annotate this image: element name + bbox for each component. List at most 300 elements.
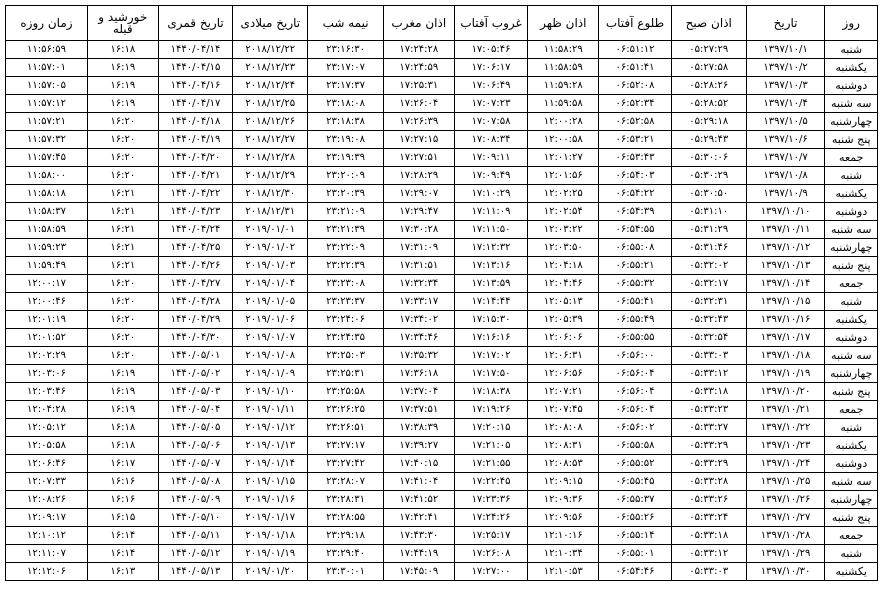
- cell-sunrise: ۰۶:۵۵:۳۲: [599, 275, 672, 293]
- cell-fasting-time: ۱۱:۵۸:۰۰: [6, 167, 88, 185]
- cell-fasting-time: ۱۲:۰۱:۱۹: [6, 311, 88, 329]
- cell-midnight: ۲۳:۲۲:۰۹: [308, 239, 384, 257]
- table-row: [6, 563, 878, 581]
- cell-maghrib: ۱۷:۴۱:۵۲: [383, 491, 454, 509]
- cell-hijri-date: ۱۴۴۰/۰۴/۳۰: [158, 329, 233, 347]
- cell-sunset: ۱۷:۰۶:۴۹: [454, 77, 528, 95]
- table-row: [6, 77, 878, 95]
- cell-sunset: ۱۷:۱۸:۳۸: [454, 383, 528, 401]
- cell-gregorian-date: ۲۰۱۹/۰۱/۰۹: [233, 365, 308, 383]
- cell-fasting-time: ۱۱:۵۸:۱۸: [6, 185, 88, 203]
- cell-sun-qibla: ۱۶:۱۴: [87, 527, 158, 545]
- cell-maghrib: ۱۷:۲۸:۲۹: [383, 167, 454, 185]
- cell-midnight: ۲۳:۲۳:۰۸: [308, 275, 384, 293]
- cell-midnight: ۲۳:۱۸:۳۸: [308, 113, 384, 131]
- cell-hijri-date: ۱۴۴۰/۰۴/۱۹: [158, 131, 233, 149]
- cell-gregorian-date: ۲۰۱۹/۰۱/۰۴: [233, 275, 308, 293]
- cell-fasting-time: ۱۲:۰۵:۵۸: [6, 437, 88, 455]
- cell-midnight: ۲۳:۲۴:۳۵: [308, 329, 384, 347]
- cell-midnight: ۲۳:۲۵:۳۱: [308, 365, 384, 383]
- cell-maghrib: ۱۷:۳۲:۳۴: [383, 275, 454, 293]
- cell-fasting-time: ۱۱:۵۸:۳۷: [6, 203, 88, 221]
- cell-gregorian-date: ۲۰۱۹/۰۱/۰۶: [233, 311, 308, 329]
- cell-fasting-time: ۱۲:۱۰:۱۲: [6, 527, 88, 545]
- cell-hijri-date: ۱۴۴۰/۰۵/۱۳: [158, 563, 233, 581]
- cell-sunset: ۱۷:۱۵:۳۰: [454, 311, 528, 329]
- cell-maghrib: ۱۷:۳۱:۰۹: [383, 239, 454, 257]
- cell-midnight: ۲۳:۱۹:۳۹: [308, 149, 384, 167]
- cell-sun-qibla: ۱۶:۱۹: [87, 77, 158, 95]
- cell-sunset: ۱۷:۱۴:۴۴: [454, 293, 528, 311]
- cell-fasting-time: ۱۲:۰۰:۴۶: [6, 293, 88, 311]
- cell-date: ۱۳۹۷/۱۰/۱۵: [746, 293, 825, 311]
- cell-hijri-date: ۱۴۴۰/۰۵/۰۶: [158, 437, 233, 455]
- cell-dhuhr: ۱۲:۰۶:۳۱: [528, 347, 599, 365]
- cell-dhuhr: ۱۱:۵۸:۲۹: [528, 41, 599, 59]
- cell-midnight: ۲۳:۱۷:۳۷: [308, 77, 384, 95]
- cell-maghrib: ۱۷:۴۵:۰۹: [383, 563, 454, 581]
- cell-fajr: ۰۵:۳۳:۲۸: [671, 473, 746, 491]
- cell-sun-qibla: ۱۶:۲۰: [87, 347, 158, 365]
- cell-dhuhr: ۱۲:۰۲:۲۵: [528, 185, 599, 203]
- cell-gregorian-date: ۲۰۱۹/۰۱/۰۲: [233, 239, 308, 257]
- cell-date: ۱۳۹۷/۱۰/۲۷: [746, 509, 825, 527]
- cell-fasting-time: ۱۱:۵۹:۲۳: [6, 239, 88, 257]
- cell-maghrib: ۱۷:۳۵:۳۲: [383, 347, 454, 365]
- cell-fasting-time: ۱۱:۵۶:۵۹: [6, 41, 88, 59]
- cell-dhuhr: ۱۲:۰۳:۵۰: [528, 239, 599, 257]
- cell-maghrib: ۱۷:۳۰:۲۸: [383, 221, 454, 239]
- cell-dhuhr: ۱۲:۰۸:۰۸: [528, 419, 599, 437]
- cell-hijri-date: ۱۴۴۰/۰۵/۰۷: [158, 455, 233, 473]
- cell-dhuhr: ۱۲:۱۰:۵۳: [528, 563, 599, 581]
- cell-fasting-time: ۱۲:۰۴:۲۸: [6, 401, 88, 419]
- cell-dhuhr: ۱۲:۰۹:۱۵: [528, 473, 599, 491]
- cell-maghrib: ۱۷:۳۱:۵۱: [383, 257, 454, 275]
- cell-fasting-time: ۱۱:۵۷:۳۲: [6, 131, 88, 149]
- table-row: [6, 113, 878, 131]
- cell-dhuhr: ۱۲:۰۸:۳۱: [528, 437, 599, 455]
- cell-date: ۱۳۹۷/۱۰/۱۷: [746, 329, 825, 347]
- cell-sunset: ۱۷:۲۱:۰۵: [454, 437, 528, 455]
- cell-fajr: ۰۵:۳۳:۲۶: [671, 491, 746, 509]
- cell-day: دوشنبه: [825, 203, 878, 221]
- cell-midnight: ۲۳:۲۱:۳۹: [308, 221, 384, 239]
- cell-maghrib: ۱۷:۳۴:۰۲: [383, 311, 454, 329]
- cell-day: جمعه: [825, 401, 878, 419]
- cell-fajr: ۰۵:۳۳:۱۸: [671, 383, 746, 401]
- cell-maghrib: ۱۷:۴۳:۳۰: [383, 527, 454, 545]
- table-row: [6, 167, 878, 185]
- cell-date: ۱۳۹۷/۱۰/۱۱: [746, 221, 825, 239]
- cell-hijri-date: ۱۴۴۰/۰۴/۱۷: [158, 95, 233, 113]
- cell-sunset: ۱۷:۰۶:۱۷: [454, 59, 528, 77]
- cell-sunset: ۱۷:۱۰:۲۹: [454, 185, 528, 203]
- cell-day: شنبه: [825, 167, 878, 185]
- cell-gregorian-date: ۲۰۱۹/۰۱/۱۰: [233, 383, 308, 401]
- cell-hijri-date: ۱۴۴۰/۰۵/۰۲: [158, 365, 233, 383]
- cell-sun-qibla: ۱۶:۱۹: [87, 365, 158, 383]
- cell-maghrib: ۱۷:۲۶:۳۹: [383, 113, 454, 131]
- table-row: [6, 365, 878, 383]
- cell-date: ۱۳۹۷/۱۰/۲۰: [746, 383, 825, 401]
- cell-dhuhr: ۱۱:۵۹:۵۸: [528, 95, 599, 113]
- cell-maghrib: ۱۷:۲۹:۰۷: [383, 185, 454, 203]
- cell-sunset: ۱۷:۱۳:۱۶: [454, 257, 528, 275]
- cell-fajr: ۰۵:۳۱:۱۰: [671, 203, 746, 221]
- cell-fasting-time: ۱۲:۰۳:۴۶: [6, 383, 88, 401]
- cell-midnight: ۲۳:۲۰:۰۹: [308, 167, 384, 185]
- cell-fajr: ۰۵:۳۳:۲۷: [671, 419, 746, 437]
- cell-hijri-date: ۱۴۴۰/۰۵/۱۰: [158, 509, 233, 527]
- cell-fajr: ۰۵:۲۷:۵۸: [671, 59, 746, 77]
- cell-hijri-date: ۱۴۴۰/۰۵/۰۳: [158, 383, 233, 401]
- header-sun-qibla: خورشید و قبله: [87, 6, 158, 41]
- cell-hijri-date: ۱۴۴۰/۰۴/۲۱: [158, 167, 233, 185]
- table-row: [6, 437, 878, 455]
- cell-date: ۱۳۹۷/۱۰/۲۳: [746, 437, 825, 455]
- cell-sun-qibla: ۱۶:۲۱: [87, 257, 158, 275]
- header-midnight: نیمه شب: [308, 6, 384, 41]
- cell-maghrib: ۱۷:۳۳:۱۷: [383, 293, 454, 311]
- cell-sun-qibla: ۱۶:۲۱: [87, 239, 158, 257]
- cell-sunset: ۱۷:۰۸:۳۴: [454, 131, 528, 149]
- cell-fajr: ۰۵:۳۳:۲۳: [671, 401, 746, 419]
- cell-dhuhr: ۱۲:۰۰:۵۸: [528, 131, 599, 149]
- cell-fasting-time: ۱۲:۱۲:۰۶: [6, 563, 88, 581]
- cell-date: ۱۳۹۷/۱۰/۷: [746, 149, 825, 167]
- cell-date: ۱۳۹۷/۱۰/۲۸: [746, 527, 825, 545]
- cell-gregorian-date: ۲۰۱۹/۰۱/۲۰: [233, 563, 308, 581]
- cell-fajr: ۰۵:۳۰:۲۹: [671, 167, 746, 185]
- cell-midnight: ۲۳:۲۷:۴۲: [308, 455, 384, 473]
- cell-sun-qibla: ۱۶:۲۰: [87, 311, 158, 329]
- cell-midnight: ۲۳:۳۰:۰۱: [308, 563, 384, 581]
- cell-hijri-date: ۱۴۴۰/۰۴/۲۹: [158, 311, 233, 329]
- cell-sun-qibla: ۱۶:۲۰: [87, 167, 158, 185]
- cell-maghrib: ۱۷:۲۴:۵۹: [383, 59, 454, 77]
- cell-dhuhr: ۱۲:۰۹:۳۶: [528, 491, 599, 509]
- cell-midnight: ۲۳:۲۳:۳۷: [308, 293, 384, 311]
- cell-day: پنج شنبه: [825, 257, 878, 275]
- header-dhuhr: اذان ظهر: [528, 6, 599, 41]
- cell-day: سه شنبه: [825, 473, 878, 491]
- header-date: تاریخ: [746, 6, 825, 41]
- cell-sunrise: ۰۶:۵۶:۰۴: [599, 365, 672, 383]
- table-row: [6, 347, 878, 365]
- header-day: روز: [825, 6, 878, 41]
- header-sunset: غروب آفتاب: [454, 6, 528, 41]
- cell-sun-qibla: ۱۶:۱۳: [87, 563, 158, 581]
- cell-gregorian-date: ۲۰۱۹/۰۱/۱۳: [233, 437, 308, 455]
- cell-gregorian-date: ۲۰۱۹/۰۱/۱۶: [233, 491, 308, 509]
- cell-gregorian-date: ۲۰۱۹/۰۱/۱۲: [233, 419, 308, 437]
- cell-midnight: ۲۳:۲۵:۰۳: [308, 347, 384, 365]
- cell-midnight: ۲۳:۲۶:۵۱: [308, 419, 384, 437]
- cell-midnight: ۲۳:۲۹:۱۸: [308, 527, 384, 545]
- cell-hijri-date: ۱۴۴۰/۰۵/۰۱: [158, 347, 233, 365]
- cell-fajr: ۰۵:۲۸:۲۶: [671, 77, 746, 95]
- cell-dhuhr: ۱۲:۰۰:۲۸: [528, 113, 599, 131]
- cell-sunset: ۱۷:۲۳:۳۶: [454, 491, 528, 509]
- cell-midnight: ۲۳:۱۹:۰۸: [308, 131, 384, 149]
- cell-fasting-time: ۱۱:۵۷:۰۵: [6, 77, 88, 95]
- cell-sunrise: ۰۶:۵۵:۱۴: [599, 527, 672, 545]
- cell-sun-qibla: ۱۶:۲۰: [87, 329, 158, 347]
- cell-date: ۱۳۹۷/۱۰/۲۱: [746, 401, 825, 419]
- cell-maghrib: ۱۷:۳۸:۳۹: [383, 419, 454, 437]
- cell-fajr: ۰۵:۳۳:۲۹: [671, 437, 746, 455]
- cell-date: ۱۳۹۷/۱۰/۶: [746, 131, 825, 149]
- cell-midnight: ۲۳:۲۸:۳۱: [308, 491, 384, 509]
- cell-maghrib: ۱۷:۲۷:۱۵: [383, 131, 454, 149]
- cell-sunset: ۱۷:۱۱:۰۹: [454, 203, 528, 221]
- cell-sunset: ۱۷:۲۶:۰۸: [454, 545, 528, 563]
- table-row: [6, 329, 878, 347]
- cell-gregorian-date: ۲۰۱۸/۱۲/۳۰: [233, 185, 308, 203]
- cell-midnight: ۲۳:۲۹:۴۰: [308, 545, 384, 563]
- cell-fajr: ۰۵:۲۹:۴۳: [671, 131, 746, 149]
- cell-sun-qibla: ۱۶:۱۶: [87, 473, 158, 491]
- table-row: [6, 311, 878, 329]
- cell-maghrib: ۱۷:۲۵:۳۱: [383, 77, 454, 95]
- cell-day: سه شنبه: [825, 95, 878, 113]
- cell-fajr: ۰۵:۳۱:۲۹: [671, 221, 746, 239]
- table-row: [6, 401, 878, 419]
- cell-sunrise: ۰۶:۵۴:۰۳: [599, 167, 672, 185]
- cell-fajr: ۰۵:۳۲:۵۴: [671, 329, 746, 347]
- cell-gregorian-date: ۲۰۱۹/۰۱/۱۴: [233, 455, 308, 473]
- cell-sun-qibla: ۱۶:۲۰: [87, 131, 158, 149]
- cell-fajr: ۰۵:۳۲:۳۱: [671, 293, 746, 311]
- cell-day: پنج شنبه: [825, 383, 878, 401]
- cell-sunset: ۱۷:۱۲:۳۲: [454, 239, 528, 257]
- table-row: [6, 293, 878, 311]
- table-row: [6, 95, 878, 113]
- cell-date: ۱۳۹۷/۱۰/۱۹: [746, 365, 825, 383]
- cell-fasting-time: ۱۲:۱۱:۰۷: [6, 545, 88, 563]
- cell-dhuhr: ۱۲:۰۷:۴۵: [528, 401, 599, 419]
- cell-day: دوشنبه: [825, 329, 878, 347]
- cell-gregorian-date: ۲۰۱۸/۱۲/۳۱: [233, 203, 308, 221]
- cell-date: ۱۳۹۷/۱۰/۳۰: [746, 563, 825, 581]
- cell-day: چهارشنبه: [825, 239, 878, 257]
- cell-sunrise: ۰۶:۵۵:۲۱: [599, 257, 672, 275]
- cell-sunrise: ۰۶:۵۵:۴۹: [599, 311, 672, 329]
- header-hijri-date: تاریخ قمری: [158, 6, 233, 41]
- cell-gregorian-date: ۲۰۱۸/۱۲/۲۲: [233, 41, 308, 59]
- cell-dhuhr: ۱۲:۱۰:۳۴: [528, 545, 599, 563]
- cell-sun-qibla: ۱۶:۱۵: [87, 509, 158, 527]
- cell-day: شنبه: [825, 545, 878, 563]
- cell-sunrise: ۰۶:۵۵:۴۱: [599, 293, 672, 311]
- cell-maghrib: ۱۷:۲۹:۴۷: [383, 203, 454, 221]
- cell-gregorian-date: ۲۰۱۹/۰۱/۱۹: [233, 545, 308, 563]
- cell-gregorian-date: ۲۰۱۸/۱۲/۲۳: [233, 59, 308, 77]
- cell-sunrise: ۰۶:۵۵:۵۵: [599, 329, 672, 347]
- cell-sun-qibla: ۱۶:۱۹: [87, 95, 158, 113]
- cell-date: ۱۳۹۷/۱۰/۱: [746, 41, 825, 59]
- cell-date: ۱۳۹۷/۱۰/۳: [746, 77, 825, 95]
- cell-gregorian-date: ۲۰۱۸/۱۲/۲۷: [233, 131, 308, 149]
- cell-date: ۱۳۹۷/۱۰/۲۲: [746, 419, 825, 437]
- cell-sunrise: ۰۶:۵۳:۴۳: [599, 149, 672, 167]
- header-fasting-time: زمان روزه: [6, 6, 88, 41]
- cell-fajr: ۰۵:۳۳:۰۳: [671, 563, 746, 581]
- cell-hijri-date: ۱۴۴۰/۰۵/۱۱: [158, 527, 233, 545]
- cell-fasting-time: ۱۲:۰۵:۱۲: [6, 419, 88, 437]
- header-gregorian-date: تاریخ میلادی: [233, 6, 308, 41]
- cell-dhuhr: ۱۲:۰۵:۱۳: [528, 293, 599, 311]
- cell-sunrise: ۰۶:۵۶:۰۲: [599, 419, 672, 437]
- cell-date: ۱۳۹۷/۱۰/۹: [746, 185, 825, 203]
- cell-date: ۱۳۹۷/۱۰/۱۲: [746, 239, 825, 257]
- cell-day: پنج شنبه: [825, 131, 878, 149]
- cell-midnight: ۲۳:۱۸:۰۸: [308, 95, 384, 113]
- cell-day: دوشنبه: [825, 455, 878, 473]
- cell-sunrise: ۰۶:۵۴:۲۲: [599, 185, 672, 203]
- cell-sun-qibla: ۱۶:۲۰: [87, 275, 158, 293]
- cell-maghrib: ۱۷:۳۴:۴۶: [383, 329, 454, 347]
- cell-hijri-date: ۱۴۴۰/۰۴/۲۴: [158, 221, 233, 239]
- cell-sun-qibla: ۱۶:۱۷: [87, 455, 158, 473]
- cell-dhuhr: ۱۲:۰۳:۲۲: [528, 221, 599, 239]
- cell-maghrib: ۱۷:۳۶:۱۸: [383, 365, 454, 383]
- cell-midnight: ۲۳:۲۵:۵۸: [308, 383, 384, 401]
- cell-fasting-time: ۱۲:۰۸:۲۶: [6, 491, 88, 509]
- cell-gregorian-date: ۲۰۱۸/۱۲/۲۶: [233, 113, 308, 131]
- cell-sun-qibla: ۱۶:۲۱: [87, 185, 158, 203]
- cell-sunrise: ۰۶:۵۵:۰۱: [599, 545, 672, 563]
- cell-date: ۱۳۹۷/۱۰/۲۶: [746, 491, 825, 509]
- cell-day: جمعه: [825, 149, 878, 167]
- cell-sunrise: ۰۶:۵۱:۱۲: [599, 41, 672, 59]
- cell-hijri-date: ۱۴۴۰/۰۴/۲۰: [158, 149, 233, 167]
- cell-fasting-time: ۱۱:۵۹:۴۹: [6, 257, 88, 275]
- cell-date: ۱۳۹۷/۱۰/۱۸: [746, 347, 825, 365]
- table-row: [6, 257, 878, 275]
- cell-midnight: ۲۳:۲۲:۳۹: [308, 257, 384, 275]
- cell-sunset: ۱۷:۲۱:۵۵: [454, 455, 528, 473]
- cell-midnight: ۲۳:۲۶:۲۵: [308, 401, 384, 419]
- table-row: [6, 473, 878, 491]
- cell-fasting-time: ۱۱:۵۷:۱۲: [6, 95, 88, 113]
- cell-sunrise: ۰۶:۵۵:۵۲: [599, 455, 672, 473]
- table-body: [6, 41, 878, 581]
- cell-dhuhr: ۱۲:۰۱:۲۷: [528, 149, 599, 167]
- cell-hijri-date: ۱۴۴۰/۰۴/۲۶: [158, 257, 233, 275]
- cell-day: چهارشنبه: [825, 113, 878, 131]
- cell-midnight: ۲۳:۲۱:۰۹: [308, 203, 384, 221]
- cell-gregorian-date: ۲۰۱۹/۰۱/۱۷: [233, 509, 308, 527]
- cell-date: ۱۳۹۷/۱۰/۲۵: [746, 473, 825, 491]
- table-row: [6, 131, 878, 149]
- header-fajr: اذان صبح: [671, 6, 746, 41]
- cell-hijri-date: ۱۴۴۰/۰۴/۱۵: [158, 59, 233, 77]
- cell-date: ۱۳۹۷/۱۰/۵: [746, 113, 825, 131]
- cell-sun-qibla: ۱۶:۲۰: [87, 149, 158, 167]
- cell-gregorian-date: ۲۰۱۹/۰۱/۰۳: [233, 257, 308, 275]
- cell-hijri-date: ۱۴۴۰/۰۴/۱۸: [158, 113, 233, 131]
- cell-fasting-time: ۱۱:۵۷:۲۱: [6, 113, 88, 131]
- cell-maghrib: ۱۷:۴۲:۴۱: [383, 509, 454, 527]
- cell-gregorian-date: ۲۰۱۹/۰۱/۱۱: [233, 401, 308, 419]
- cell-fasting-time: ۱۱:۵۷:۰۱: [6, 59, 88, 77]
- cell-sun-qibla: ۱۶:۱۶: [87, 491, 158, 509]
- cell-gregorian-date: ۲۰۱۹/۰۱/۱۵: [233, 473, 308, 491]
- header-maghrib: اذان مغرب: [383, 6, 454, 41]
- cell-fasting-time: ۱۱:۵۷:۴۵: [6, 149, 88, 167]
- table-row: [6, 41, 878, 59]
- cell-midnight: ۲۳:۱۶:۳۰: [308, 41, 384, 59]
- table-row: [6, 149, 878, 167]
- cell-fasting-time: ۱۲:۰۲:۲۹: [6, 347, 88, 365]
- cell-sunset: ۱۷:۰۵:۴۶: [454, 41, 528, 59]
- cell-fajr: ۰۵:۳۳:۱۸: [671, 527, 746, 545]
- cell-fajr: ۰۵:۲۷:۲۹: [671, 41, 746, 59]
- cell-sunset: ۱۷:۱۱:۵۰: [454, 221, 528, 239]
- cell-sunset: ۱۷:۰۷:۵۸: [454, 113, 528, 131]
- cell-sunset: ۱۷:۱۷:۵۰: [454, 365, 528, 383]
- cell-sun-qibla: ۱۶:۲۰: [87, 113, 158, 131]
- cell-fajr: ۰۵:۳۰:۰۶: [671, 149, 746, 167]
- cell-day: سه شنبه: [825, 347, 878, 365]
- cell-sunset: ۱۷:۲۵:۱۷: [454, 527, 528, 545]
- cell-dhuhr: ۱۲:۰۷:۲۱: [528, 383, 599, 401]
- cell-sunrise: ۰۶:۵۵:۰۸: [599, 239, 672, 257]
- cell-fasting-time: ۱۲:۰۳:۰۶: [6, 365, 88, 383]
- cell-date: ۱۳۹۷/۱۰/۴: [746, 95, 825, 113]
- cell-sunrise: ۰۶:۵۶:۰۴: [599, 383, 672, 401]
- cell-maghrib: ۱۷:۳۷:۵۱: [383, 401, 454, 419]
- cell-dhuhr: ۱۲:۰۶:۵۶: [528, 365, 599, 383]
- cell-sunset: ۱۷:۲۷:۰۰: [454, 563, 528, 581]
- cell-sunrise: ۰۶:۵۳:۲۱: [599, 131, 672, 149]
- cell-fasting-time: ۱۲:۰۷:۳۳: [6, 473, 88, 491]
- cell-gregorian-date: ۲۰۱۹/۰۱/۱۸: [233, 527, 308, 545]
- cell-sun-qibla: ۱۶:۲۱: [87, 203, 158, 221]
- cell-dhuhr: ۱۲:۰۵:۳۹: [528, 311, 599, 329]
- cell-gregorian-date: ۲۰۱۸/۱۲/۲۹: [233, 167, 308, 185]
- table-row: [6, 491, 878, 509]
- cell-sunrise: ۰۶:۵۵:۴۵: [599, 473, 672, 491]
- cell-dhuhr: ۱۲:۰۴:۱۸: [528, 257, 599, 275]
- cell-day: پنج شنبه: [825, 509, 878, 527]
- cell-fasting-time: ۱۲:۰۹:۱۷: [6, 509, 88, 527]
- cell-gregorian-date: ۲۰۱۸/۱۲/۲۸: [233, 149, 308, 167]
- cell-fajr: ۰۵:۲۹:۱۸: [671, 113, 746, 131]
- table-row: [6, 275, 878, 293]
- cell-date: ۱۳۹۷/۱۰/۸: [746, 167, 825, 185]
- cell-sun-qibla: ۱۶:۱۹: [87, 401, 158, 419]
- cell-date: ۱۳۹۷/۱۰/۱۴: [746, 275, 825, 293]
- cell-maghrib: ۱۷:۲۷:۵۱: [383, 149, 454, 167]
- table-row: [6, 509, 878, 527]
- cell-dhuhr: ۱۲:۰۲:۵۴: [528, 203, 599, 221]
- cell-day: یکشنبه: [825, 437, 878, 455]
- cell-fajr: ۰۵:۲۸:۵۲: [671, 95, 746, 113]
- cell-day: سه شنبه: [825, 221, 878, 239]
- cell-day: جمعه: [825, 275, 878, 293]
- cell-sunrise: ۰۶:۵۵:۵۸: [599, 437, 672, 455]
- cell-dhuhr: ۱۲:۰۸:۵۳: [528, 455, 599, 473]
- table-row: [6, 419, 878, 437]
- cell-sunset: ۱۷:۰۹:۴۹: [454, 167, 528, 185]
- table-row: [6, 221, 878, 239]
- cell-dhuhr: ۱۲:۰۱:۵۶: [528, 167, 599, 185]
- cell-hijri-date: ۱۴۴۰/۰۵/۰۴: [158, 401, 233, 419]
- cell-day: یکشنبه: [825, 311, 878, 329]
